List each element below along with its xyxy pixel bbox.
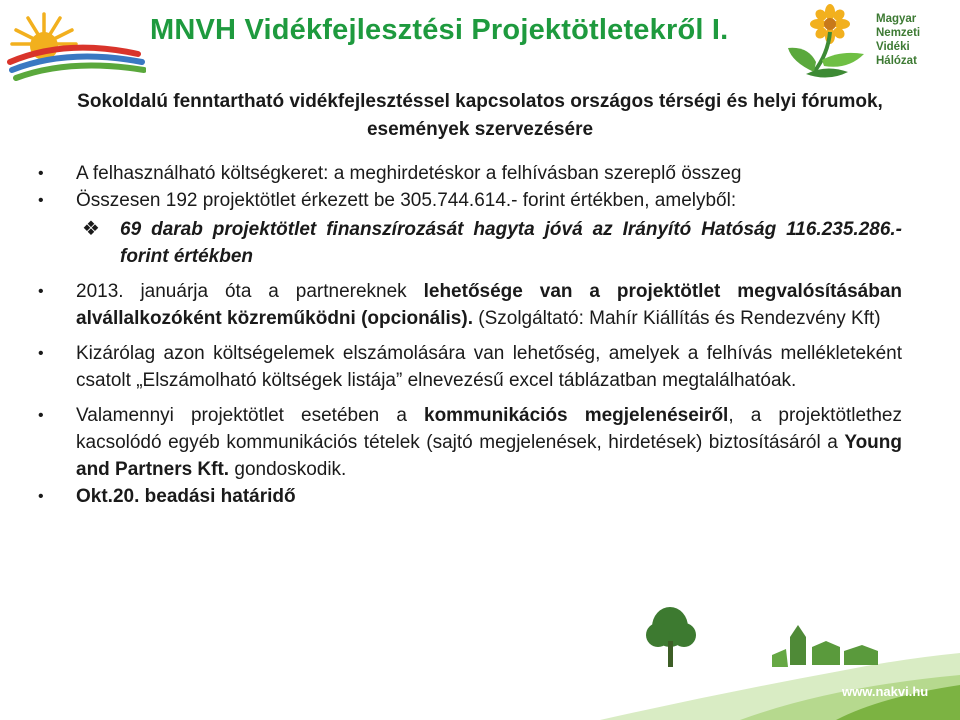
brand-line: Hálózat xyxy=(876,55,917,67)
bullet-dot-icon: • xyxy=(38,488,44,505)
diamond-bullet-icon: ❖ xyxy=(82,218,100,240)
bullet-text: Kizárólag azon költségelemek elszámolására van lehetőség, amelyek a felhívás mellékleteként csatolt „Elszámolható költségek listája” elnevezésű excel táblázatban megtalálhatóak. xyxy=(76,343,902,391)
bullet-dot-icon: • xyxy=(38,345,44,362)
bullet-text: Valamennyi projektötlet esetében a xyxy=(76,405,424,426)
bullet-dot-icon: • xyxy=(38,192,44,209)
footer-url: www.nakvi.hu xyxy=(842,684,929,699)
bullet-dot-icon: • xyxy=(38,283,44,300)
bullet-item xyxy=(30,340,902,394)
brand-line: Vidéki xyxy=(876,41,910,53)
bullet-item xyxy=(30,187,902,214)
bullet-bold-text: Young and Partners Kft. xyxy=(76,432,902,480)
brand-logo-text xyxy=(876,12,956,68)
bullet-item xyxy=(30,160,902,187)
bullet-bold-text: lehetősége van a projektötlet megvalósításában alvállalkozóként közreműködni (opcionális). xyxy=(76,281,902,329)
bullet-item xyxy=(30,402,902,483)
slide-subtitle: Sokoldalú fenntartható vidékfejlesztéssel kapcsolatos országos térségi és helyi fórumok, események szervezésére xyxy=(77,91,883,140)
bullet-item xyxy=(30,483,902,510)
bullet-list xyxy=(30,160,902,510)
brand-line: Magyar xyxy=(876,13,917,25)
bullet-text: (Szolgáltató: Mahír Kiállítás és Rendezvény Kft) xyxy=(472,308,881,329)
bullet-bold-text: Okt.20. beadási határidő xyxy=(76,486,296,507)
sub-bullet-text: 69 darab projektötlet finanszírozását hagyta jóvá az Irányító Hatóság 116.235.286.- forint értékben xyxy=(120,219,902,267)
bullet-item xyxy=(30,278,902,332)
brand-line: Nemzeti xyxy=(876,27,921,39)
bullet-text: 2013. januárja óta a partnereknek xyxy=(76,281,424,302)
page-title: MNVH Vidékfejlesztési Projektötletekről I. xyxy=(150,14,729,46)
bullet-text: , a projektötlethez kacsolódó egyéb kommunikációs tételek (sajtó megjelenések, hirdetések) biztosításáról a xyxy=(76,405,902,453)
bullet-bold-text: kommunikációs megjelenéseiről xyxy=(424,405,729,426)
bullet-text: Összesen 192 projektötlet érkezett be 305.744.614.- forint értékben, amelyből: xyxy=(76,190,737,211)
sub-bullet-item xyxy=(30,216,902,270)
sun-rainbow-logo-icon xyxy=(6,4,146,84)
bullet-dot-icon: • xyxy=(38,407,44,424)
bullet-dot-icon: • xyxy=(38,165,44,182)
bullet-text: A felhasználható költségkeret: a meghirdetéskor a felhívásban szereplő összeg xyxy=(76,163,742,184)
bullet-text: gondoskodik. xyxy=(229,459,347,480)
